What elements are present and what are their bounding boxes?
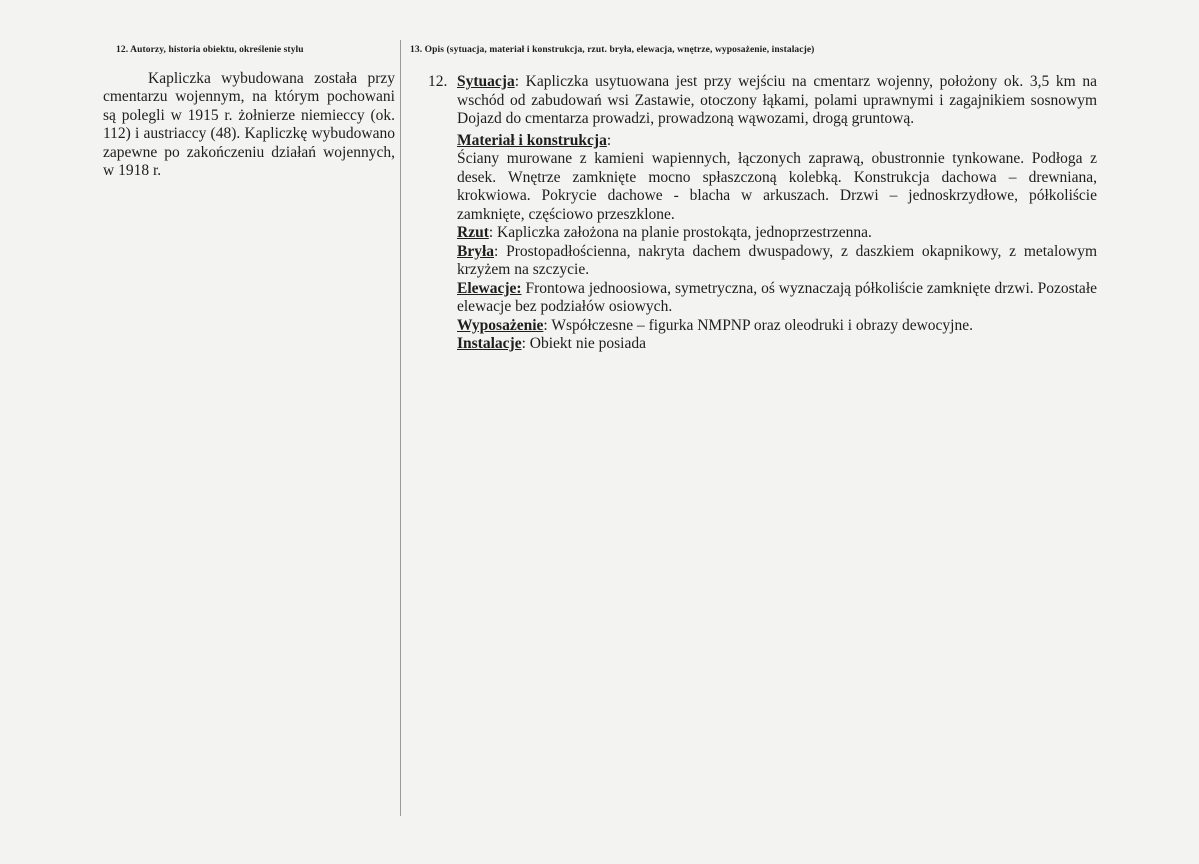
column-divider — [400, 40, 401, 816]
section-instalacje: Instalacje: Obiekt nie posiada — [457, 335, 646, 352]
section-rzut: Rzut: Kapliczka założona na planie prostokąta, jednoprzestrzenna. — [457, 224, 872, 241]
left-column-header: 12. Autorzy, historia obiektu, określenie stylu — [116, 45, 304, 55]
section-number: 12. — [428, 73, 448, 90]
section-elewacje: Elewacje: Frontowa jednoosiowa, symetryczna, oś wyznaczają półkoliście zamknięte drzwi. Pozostałe elewacje bez podziałów osiowych. — [457, 279, 1098, 315]
section-bryla: Bryła: Prostopadłościenna, nakryta dachem dwuspadowy, z daszkiem okapnikowy, z metalowym krzyżem na szczycie. — [457, 242, 1097, 278]
description-section — [428, 73, 1097, 354]
section-material: Materiał i konstrukcja: Ściany murowane z kamieni wapiennych, łączonych zaprawą, obustronnie tynkowane. Podłoga z desek. Wnętrze zamknięte mocno spłaszczoną kolebką. Konstrukcja dachowa – drewniana, krokwiowa. Pokrycie dachowe - blacha w arkuszach. Drzwi – jednoskrzydłowe, półkoliście zamknięte, częściowo przeszklone. — [457, 131, 1097, 223]
right-column-header: 13. Opis (sytuacja, materiał i konstrukcja, rzut. bryła, elewacja, wnętrze, wyposażenie, instalacje) — [410, 45, 815, 55]
history-paragraph: Kapliczka wybudowana została przy cmentarzu wojennym, na którym pochowani są polegli w 1915 r. żołnierze niemieccy (ok. 112) i austriaccy (48). Kapliczkę wybudowano zapewne po zakończeniu działań wojennych, w 1918 r. — [103, 70, 395, 180]
section-sytuacja: Sytuacja: Kapliczka usytuowana jest przy wejściu na cmentarz wojenny, położony ok. 3,5 km na wschód od zabudowań wsi Zastawie, otoczony łąkami, polami uprawnymi i zagajnikiem sosnowym Dojazd do cmentarza prowadzi, prowadzoną wąwozami, drogą gruntową. — [457, 73, 1097, 127]
section-wyposazenie: Wyposażenie: Współczesne – figurka NMPNP oraz oleodruki i obrazy dewocyjne. — [457, 316, 973, 334]
